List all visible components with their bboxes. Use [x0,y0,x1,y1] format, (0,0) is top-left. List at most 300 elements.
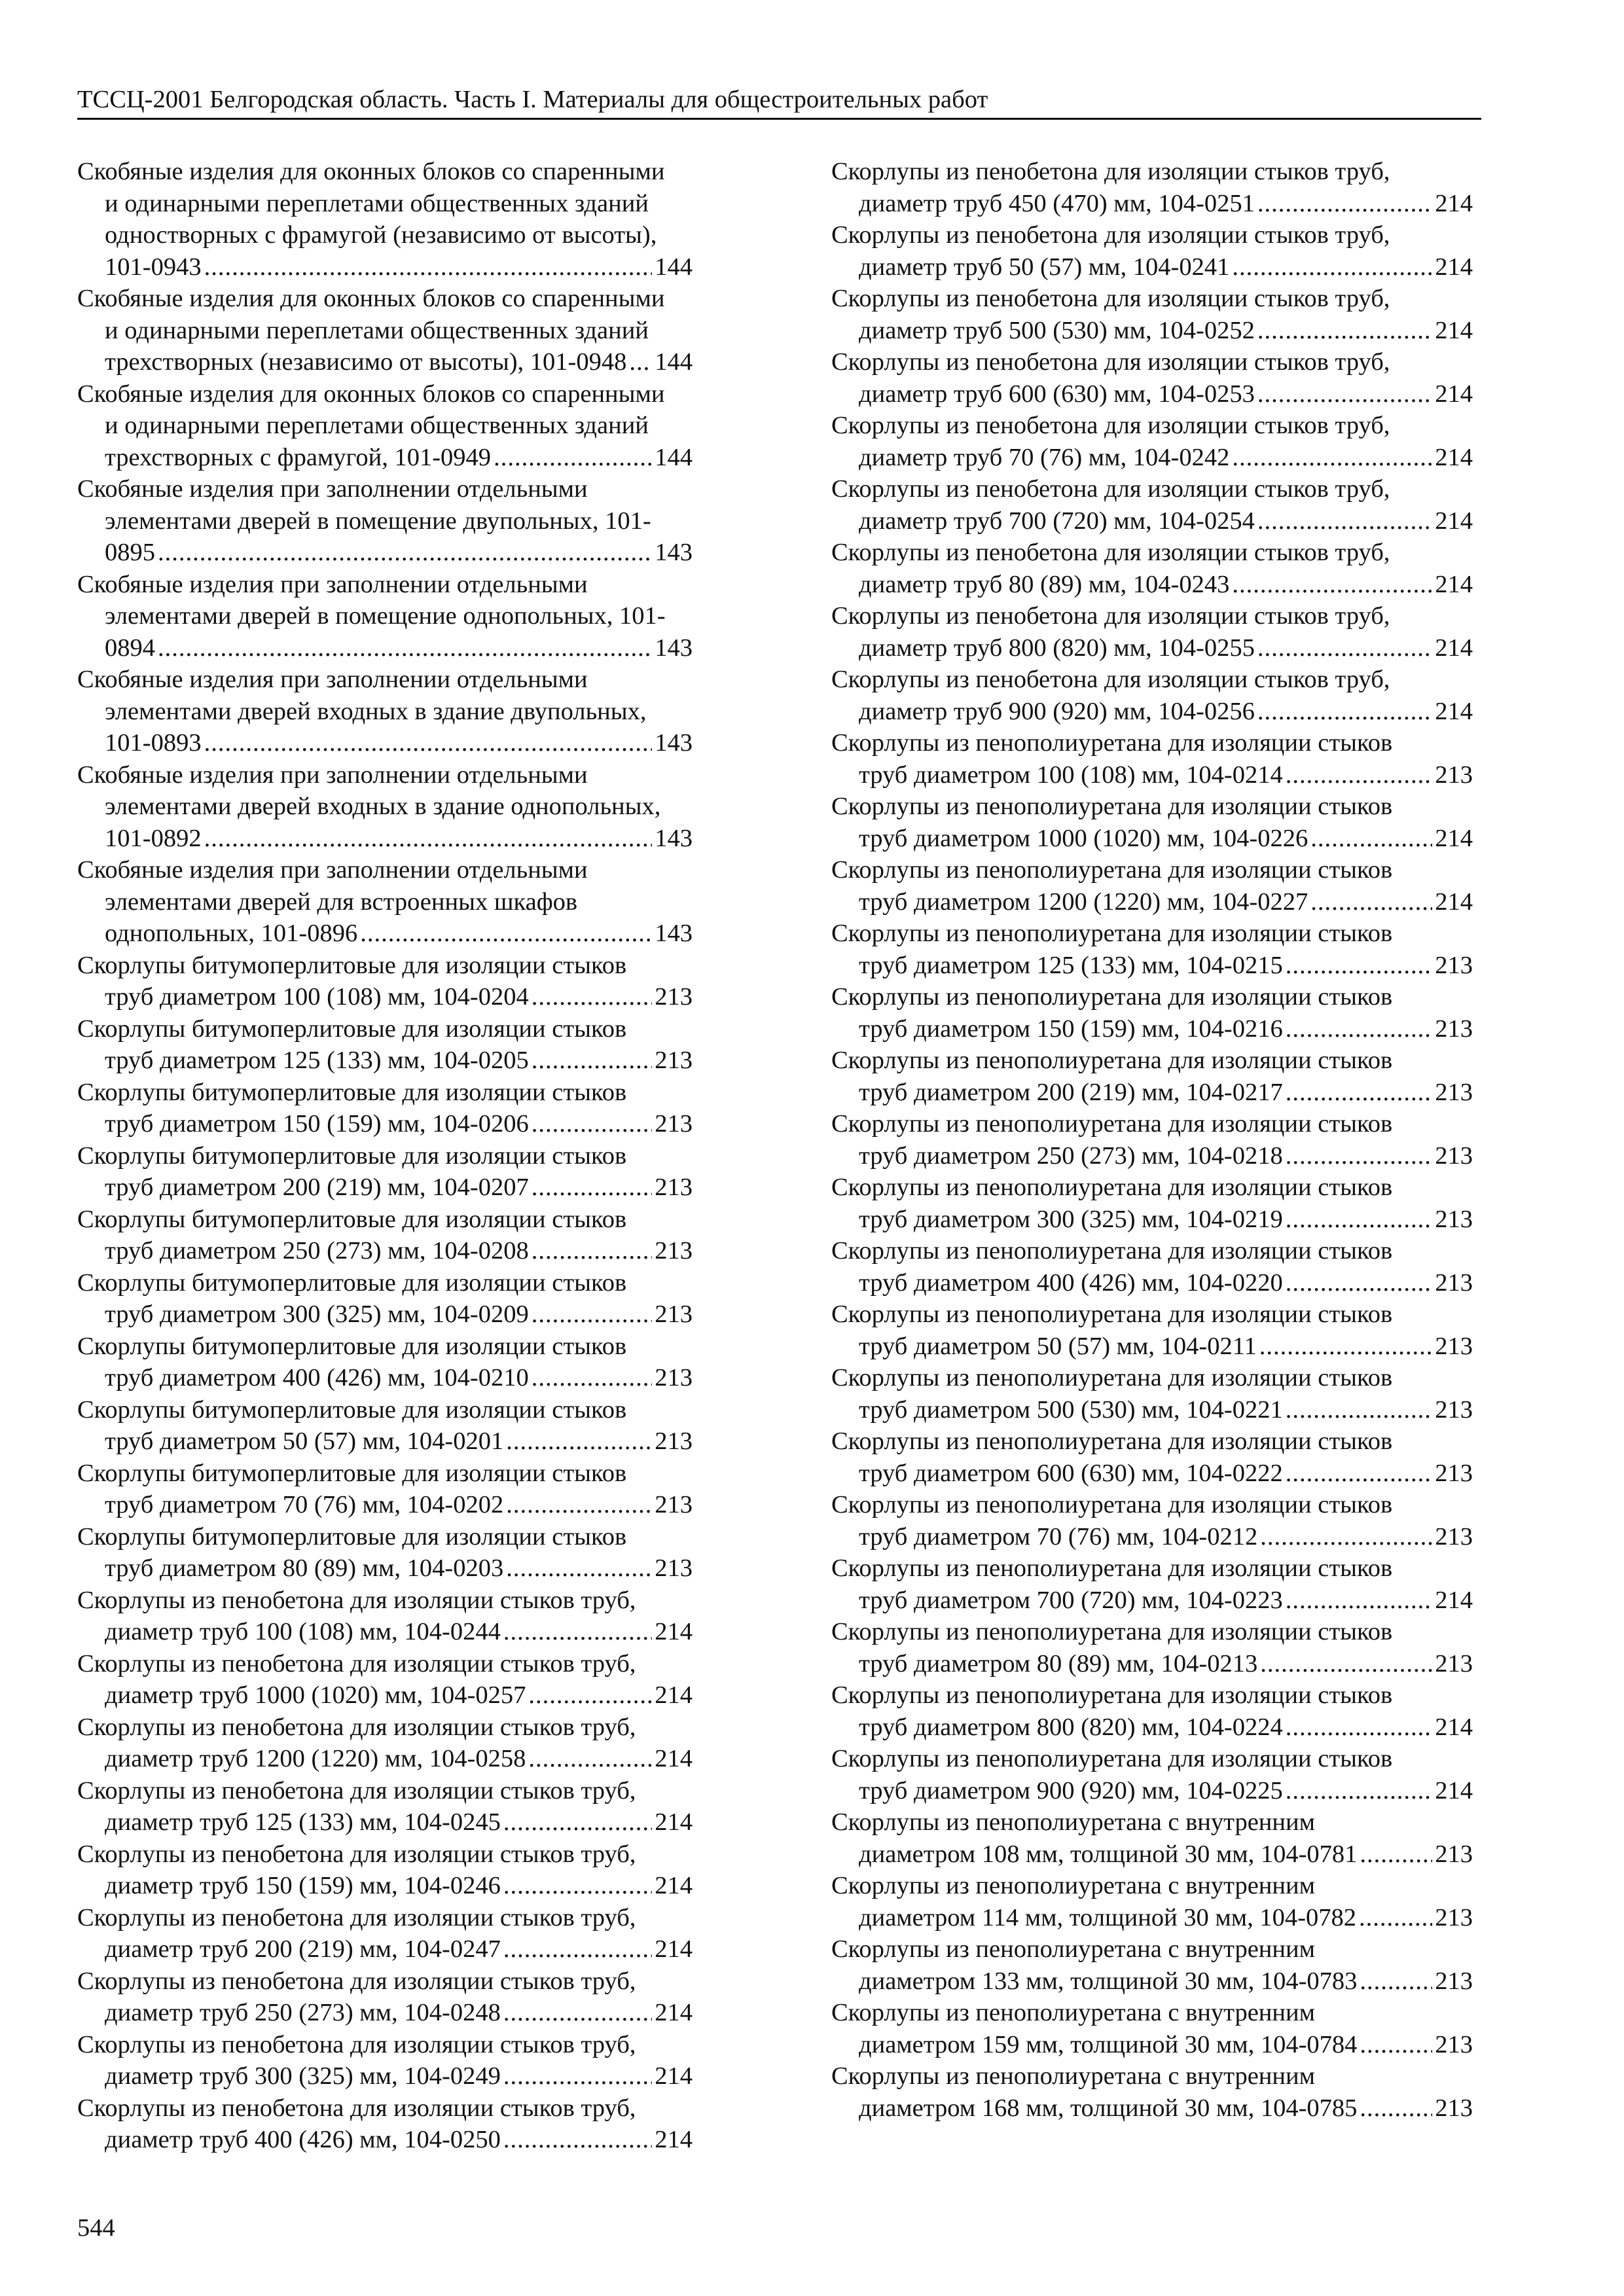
index-entry-last-line [77,981,693,1013]
dot-leader [204,727,653,759]
index-entry [77,378,693,474]
index-entry-text: 101-0893 [105,729,202,757]
index-entry-text: диаметр труб 1000 (1020) мм, 104-0257 [105,1681,526,1709]
index-entry-last-line [831,1712,1473,1744]
index-entry-line: Скорлупы из пенополиуретана с внутренним [831,1808,1315,1836]
dot-leader [1286,1204,1433,1236]
index-entry [77,1077,693,1140]
dot-leader [204,823,653,855]
index-entry [77,1458,693,1521]
index-entry-line: Скорлупы из пенополиуретана для изоляции стыков [831,729,1393,757]
index-entry-line: элементами дверей входных в здание однопольных, [105,793,661,820]
index-entry [831,1679,1473,1743]
index-entry-text: 0894 [105,634,155,662]
index-column-left [77,156,693,2156]
index-entry-last-line [831,188,1473,220]
index-entry-page: 213 [655,983,693,1011]
dot-leader [1286,759,1433,791]
index-entry-line: и одинарными переплетами общественных зданий [105,412,649,439]
index-entry-text: диаметр труб 200 (219) мм, 104-0247 [105,1935,501,1963]
index-entry-text: труб диаметром 100 (108) мм, 104-0204 [105,983,529,1011]
index-entry-line: Скобяные изделия для оконных блоков со спаренными [77,158,665,185]
index-entry [77,950,693,1013]
index-entry [831,1806,1473,1870]
index-entry-line: элементами дверей в помещение однопольных, 101- [105,602,666,630]
index-entry-line: Скорлупы битумоперлитовые для изоляции стыков [77,1078,627,1106]
index-entry-line: Скобяные изделия при заполнении отдельными [77,570,588,598]
index-entry [831,1426,1473,1489]
index-entry-page: 143 [655,634,693,662]
dot-leader [1257,696,1432,728]
index-entry-page: 213 [1435,1141,1473,1170]
index-entry-text: труб диаметром 700 (720) мм, 104-0223 [859,1586,1283,1614]
index-entry-text: диаметр труб 900 (920) мм, 104-0256 [859,697,1255,725]
index-entry-page: 214 [1435,1776,1473,1804]
dot-leader [1259,1331,1432,1363]
index-entry-page: 214 [1435,1586,1473,1614]
index-entry-last-line [831,1902,1473,1934]
index-entry-last-line [831,251,1473,283]
index-entry [77,1394,693,1458]
index-entry-line: Скобяные изделия при заполнении отдельными [77,761,588,789]
index-entry [831,1045,1473,1108]
index-entry-line: Скорлупы из пенополиуретана для изоляции стыков [831,1174,1393,1201]
index-entry-line: Скорлупы из пенобетона для изоляции стыков труб, [77,1840,636,1868]
index-entry-line: Скорлупы из пенополиуретана для изоляции стыков [831,856,1393,884]
dot-leader [528,1743,652,1775]
index-entry-text: труб диаметром 200 (219) мм, 104-0207 [105,1174,529,1201]
index-entry-page: 214 [655,1681,693,1709]
index-entry-last-line [77,727,693,759]
index-entry [831,918,1473,981]
index-entry-last-line [831,1077,1473,1109]
index-entry [77,854,693,950]
index-entry-text: труб диаметром 250 (273) мм, 104-0218 [859,1141,1283,1170]
index-entry [831,283,1473,346]
dot-leader [1360,1965,1432,1998]
index-entry-last-line [831,696,1473,728]
index-entry-last-line [77,1870,693,1902]
index-entry-last-line [831,505,1473,537]
index-entry-page: 213 [1435,1268,1473,1297]
dot-leader [1286,1712,1433,1744]
index-entry-last-line [831,1775,1473,1807]
index-entry [77,473,693,569]
index-entry [831,156,1473,219]
dot-leader [532,1235,653,1267]
index-entry-line: Скорлупы из пенополиуретана для изоляции стыков [831,1300,1393,1328]
index-entry-text: диаметр труб 70 (76) мм, 104-0242 [859,443,1230,471]
index-entry-text: труб диаметром 125 (133) мм, 104-0215 [859,951,1283,979]
index-entry-line: Скорлупы из пенополиуретана для изоляции стыков [831,793,1393,820]
dot-leader [1310,823,1432,855]
index-entry-line: Скорлупы из пенополиуретана для изоляции стыков [831,983,1393,1011]
index-entry-line: Скорлупы из пенобетона для изоляции стыков труб, [831,285,1390,312]
index-entry-page: 214 [655,2062,693,2090]
index-entry [77,1013,693,1077]
dot-leader [1286,1458,1433,1490]
dot-leader [532,1108,653,1140]
dot-leader [158,632,652,664]
index-entry-last-line [831,442,1473,474]
index-entry-page: 144 [655,348,693,376]
index-entry-last-line [77,1299,693,1331]
dot-leader [1286,1775,1433,1807]
index-entry [831,1552,1473,1616]
index-entry-page: 144 [655,253,693,281]
index-entry-page: 213 [1435,1332,1473,1360]
index-entry-text: труб диаметром 600 (630) мм, 104-0222 [859,1459,1283,1487]
index-entry-last-line [831,315,1473,347]
index-entry-line: Скорлупы из пенобетона для изоляции стыков труб, [77,1776,636,1804]
index-entry-line: Скорлупы из пенополиуретана для изоляции стыков [831,1681,1393,1709]
index-entry [77,1267,693,1331]
index-entry-page: 213 [1435,1840,1473,1868]
index-entry [831,981,1473,1045]
dot-leader [1286,1077,1433,1109]
index-entry-last-line [831,1521,1473,1553]
index-entry-last-line [77,537,693,569]
dot-leader [629,346,652,378]
index-entry-page: 214 [1435,316,1473,344]
index-entry-text: труб диаметром 250 (273) мм, 104-0208 [105,1237,529,1265]
index-entry-line: одностворных с фрамугой (независимо от высоты), [105,221,657,249]
index-entry-line: Скорлупы из пенополиуретана для изоляции стыков [831,1110,1393,1138]
index-entry-page: 213 [655,1047,693,1074]
index-entry-page: 214 [655,1745,693,1772]
index-column-right [831,156,1473,2124]
index-entry [77,759,693,855]
index-entry-line: Скорлупы битумоперлитовые для изоляции стыков [77,1141,627,1170]
index-entry-line: Скорлупы из пенобетона для изоляции стыков труб, [831,412,1390,439]
index-entry-page: 213 [655,1554,693,1582]
index-entry-line: Скорлупы из пенобетона для изоляции стыков труб, [77,1967,636,1995]
index-entry-line: Скорлупы из пенополиуретана с внутренним [831,1872,1315,1899]
index-entry-text: труб диаметром 500 (530) мм, 104-0221 [859,1395,1283,1424]
index-entry-page: 214 [1435,380,1473,408]
index-entry-line: Скорлупы из пенополиуретана для изоляции стыков [831,1745,1393,1772]
index-entry-last-line [77,1489,693,1521]
index-entry-page: 143 [655,729,693,757]
index-entry-last-line [831,1585,1473,1617]
index-entry-page: 143 [655,824,693,852]
index-entry-page: 214 [1435,253,1473,281]
index-entry-text: труб диаметром 50 (57) мм, 104-0201 [105,1427,504,1455]
index-entry [831,1997,1473,2060]
index-entry-text: диаметр труб 300 (325) мм, 104-0249 [105,2062,501,2090]
dot-leader [503,1997,652,2029]
index-entry-page: 213 [1435,1395,1473,1424]
dot-leader [503,1616,652,1648]
index-entry-last-line [831,1394,1473,1426]
index-entry-line: Скорлупы из пенобетона для изоляции стыков труб, [77,2030,636,2058]
index-entry-line: Скорлупы из пенобетона для изоляции стыков труб, [831,348,1390,376]
index-entry-page: 214 [1435,697,1473,725]
index-entry-page: 213 [1435,1459,1473,1487]
index-entry-last-line [831,632,1473,664]
dot-leader [1310,886,1432,918]
index-entry-line: элементами дверей входных в здание двупольных, [105,697,647,725]
index-entry [77,1902,693,1965]
index-entry [831,600,1473,664]
index-entry-text: диаметр труб 80 (89) мм, 104-0243 [859,570,1230,598]
index-entry-line: Скорлупы из пенополиуретана для изоляции стыков [831,1364,1393,1391]
index-entry-page: 214 [1435,507,1473,535]
index-entry [77,2092,693,2156]
index-entry-line: Скорлупы из пенобетона для изоляции стыков труб, [831,666,1390,693]
index-entry-last-line [77,346,693,378]
index-entry-page: 213 [655,1427,693,1455]
index-entry-line: Скорлупы из пенополиуретана для изоляции стыков [831,1554,1393,1582]
dot-leader [1286,1394,1433,1426]
index-entry-text: диаметром 159 мм, толщиной 30 мм, 104-0784 [859,2030,1358,2058]
index-entry [831,473,1473,537]
index-entry-last-line [831,823,1473,855]
index-entry-text: трехстворных (независимо от высоты), 101-0948 [105,348,627,376]
index-entry-text: диаметром 114 мм, толщиной 30 мм, 104-0782 [859,1903,1356,1931]
index-entry [831,664,1473,727]
index-entry-last-line [831,886,1473,918]
index-entry-last-line [831,1839,1473,1871]
index-entry-line: Скорлупы битумоперлитовые для изоляции стыков [77,1332,627,1360]
index-entry-text: труб диаметром 1000 (1020) мм, 104-0226 [859,824,1308,852]
index-entry-text: труб диаметром 200 (219) мм, 104-0217 [859,1078,1283,1106]
index-entry-last-line [77,823,693,855]
index-entry-text: диаметр труб 150 (159) мм, 104-0246 [105,1872,501,1899]
index-entry [831,854,1473,918]
index-entry-text: труб диаметром 70 (76) мм, 104-0212 [859,1522,1258,1551]
dot-leader [1286,1267,1433,1299]
dot-leader [1360,1839,1432,1871]
dot-leader [1286,1585,1433,1617]
index-entry-last-line [77,1108,693,1140]
index-entry-page: 213 [655,1110,693,1138]
index-entry-last-line [831,1204,1473,1236]
index-entry-text: труб диаметром 80 (89) мм, 104-0203 [105,1554,504,1582]
index-entry-text: диаметр труб 500 (530) мм, 104-0252 [859,316,1255,344]
index-entry-line: Скорлупы из пенобетона для изоляции стыков труб, [77,2094,636,2122]
index-entry-line: Скорлупы из пенополиуретана для изоляции стыков [831,1047,1393,1074]
index-entry-text: труб диаметром 150 (159) мм, 104-0216 [859,1014,1283,1043]
index-entry-page: 213 [1435,1649,1473,1677]
index-entry-text: диаметром 108 мм, толщиной 30 мм, 104-0781 [859,1840,1358,1868]
index-entry-line: Скорлупы битумоперлитовые для изоляции стыков [77,1522,627,1551]
index-entry-page: 213 [1435,1903,1473,1931]
index-entry-page: 213 [1435,1522,1473,1551]
index-entry-line: Скорлупы из пенобетона для изоляции стыков труб, [77,1649,636,1677]
dot-leader [532,981,653,1013]
index-entry-last-line [77,1997,693,2029]
index-entry [77,1839,693,1902]
dot-leader [506,1552,652,1585]
index-entry-last-line [77,1426,693,1458]
index-entry-line: Скорлупы битумоперлитовые для изоляции стыков [77,1014,627,1043]
index-entry-last-line [831,759,1473,791]
index-entry-text: труб диаметром 900 (920) мм, 104-0225 [859,1776,1283,1804]
dot-leader [494,442,652,474]
index-entry-text: труб диаметром 125 (133) мм, 104-0205 [105,1047,529,1074]
index-entry-line: Скорлупы из пенобетона для изоляции стыков труб, [77,1713,636,1741]
index-entry-page: 213 [655,1174,693,1201]
index-entry-text: труб диаметром 300 (325) мм, 104-0219 [859,1205,1283,1233]
dot-leader [532,1045,653,1077]
dot-leader [1360,2029,1432,2061]
dot-leader [503,2060,652,2092]
index-entry-line: и одинарными переплетами общественных зданий [105,189,649,217]
index-entry-last-line [831,2029,1473,2061]
dot-leader [1232,251,1432,283]
index-entry-line: Скорлупы битумоперлитовые для изоляции стыков [77,1205,627,1233]
dot-leader [528,1679,652,1712]
dot-leader [1359,1902,1432,1934]
index-entry-last-line [831,569,1473,601]
index-entry-page: 213 [1435,2094,1473,2122]
index-entry-text: диаметр труб 400 (426) мм, 104-0250 [105,2126,501,2153]
index-entry-line: элементами дверей для встроенных шкафов [105,888,578,916]
dot-leader [503,2124,652,2156]
index-entry-line: элементами дверей в помещение двупольных, 101- [105,507,651,535]
dot-leader [1257,505,1432,537]
dot-leader [1257,378,1432,410]
index-entry-line: Скобяные изделия для оконных блоков со спаренными [77,380,665,408]
index-entry-page: 213 [655,1491,693,1518]
index-entry-page: 213 [1435,761,1473,789]
index-entry-text: диаметр труб 125 (133) мм, 104-0245 [105,1808,501,1836]
index-entry-last-line [831,1965,1473,1998]
index-entry [77,2029,693,2092]
index-entry [831,1299,1473,1362]
dot-leader [532,1172,653,1204]
index-entry-line: Скобяные изделия для оконных блоков со спаренными [77,285,665,312]
index-entry-page: 213 [1435,951,1473,979]
index-entry [831,1616,1473,1679]
index-entry [77,1775,693,1839]
dot-leader [506,1426,652,1458]
dot-leader [1257,632,1432,664]
index-entry-text: диаметр труб 1200 (1220) мм, 104-0258 [105,1745,526,1772]
index-entry-last-line [831,2092,1473,2125]
dot-leader [1286,1140,1433,1172]
index-entry-line: Скорлупы из пенополиуретана для изоляции стыков [831,1491,1393,1518]
index-entry [831,2060,1473,2124]
index-entry-text: труб диаметром 80 (89) мм, 104-0213 [859,1649,1258,1677]
index-entry-last-line [77,1806,693,1839]
index-entry [831,1172,1473,1235]
dot-leader [1257,315,1432,347]
index-entry-text: 0895 [105,539,155,566]
index-entry-text: диаметр труб 50 (57) мм, 104-0241 [859,253,1230,281]
dot-leader [503,1870,652,1902]
index-entry-text: диаметр труб 100 (108) мм, 104-0244 [105,1618,501,1645]
index-entry-line: Скорлупы битумоперлитовые для изоляции стыков [77,1395,627,1424]
index-entry [77,569,693,664]
index-entry [831,1235,1473,1299]
index-entry-page: 214 [1435,824,1473,852]
index-entry-page: 214 [1435,634,1473,662]
dot-leader [1286,950,1433,982]
index-entry-last-line [77,1172,693,1204]
index-entry-last-line [77,1552,693,1585]
index-entry-last-line [831,1331,1473,1363]
index-entry-last-line [77,1235,693,1267]
dot-leader [1260,1648,1432,1680]
index-entry-line: Скорлупы битумоперлитовые для изоляции стыков [77,1459,627,1487]
index-entry-last-line [77,1045,693,1077]
index-entry-line: Скобяные изделия при заполнении отдельными [77,856,588,884]
dot-leader [1360,2092,1432,2125]
index-entry-text: диаметр труб 600 (630) мм, 104-0253 [859,380,1255,408]
index-entry [831,219,1473,283]
index-entry [831,1489,1473,1552]
index-entry [77,1204,693,1267]
index-entry-last-line [77,1933,693,1965]
index-entry [831,537,1473,600]
index-entry-last-line [77,251,693,283]
index-entry-text: труб диаметром 70 (76) мм, 104-0202 [105,1491,504,1518]
index-entry-text: труб диаметром 1200 (1220) мм, 104-0227 [859,888,1308,916]
index-entry-text: труб диаметром 400 (426) мм, 104-0210 [105,1364,529,1391]
index-entry-page: 214 [655,2126,693,2153]
dot-leader [503,1806,652,1839]
index-entry-last-line [77,1679,693,1712]
index-entry-page: 144 [655,443,693,471]
index-entry-text: диаметр труб 250 (273) мм, 104-0248 [105,1999,501,2026]
dot-leader [1257,188,1432,220]
index-entry-page: 214 [655,1808,693,1836]
dot-leader [1232,569,1432,601]
index-entry-line: Скорлупы из пенобетона для изоляции стыков труб, [831,158,1390,185]
index-entry [831,791,1473,854]
index-entry-text: 101-0943 [105,253,202,281]
index-entry [77,1712,693,1775]
dot-leader [158,537,652,569]
index-entry-text: труб диаметром 100 (108) мм, 104-0214 [859,761,1283,789]
index-entry-text: диаметр труб 450 (470) мм, 104-0251 [859,189,1255,217]
index-entry [77,664,693,759]
running-header: ТССЦ-2001 Белгородская область. Часть I. Материалы для общестроительных работ [77,84,1481,120]
index-entry-line: Скорлупы из пенобетона для изоляции стыков труб, [77,1903,636,1931]
index-entry-page: 214 [1435,1713,1473,1741]
index-entry-page: 214 [655,1872,693,1899]
index-entry-line: Скорлупы из пенобетона для изоляции стыков труб, [831,602,1390,630]
index-entry-page: 214 [1435,570,1473,598]
index-entry-last-line [77,2124,693,2156]
index-entry-text: труб диаметром 800 (820) мм, 104-0224 [859,1713,1283,1741]
index-entry-page: 213 [1435,1205,1473,1233]
index-entry [831,410,1473,473]
index-entry-line: Скорлупы из пенополиуретана для изоляции стыков [831,1237,1393,1265]
index-entry-line: Скорлупы из пенобетона для изоляции стыков труб, [77,1586,636,1614]
index-entry-text: труб диаметром 300 (325) мм, 104-0209 [105,1300,529,1328]
index-entry-text: однопольных, 101-0896 [105,920,358,947]
dot-leader [503,1933,652,1965]
index-entry-line: Скорлупы из пенополиуретана с внутренним [831,2062,1315,2090]
index-entry [77,1585,693,1648]
index-entry-page: 213 [1435,1967,1473,1995]
index-entry-line: Скорлупы из пенополиуретана для изоляции стыков [831,920,1393,947]
index-entry-last-line [831,1458,1473,1490]
index-entry [77,1331,693,1394]
index-entry [831,1933,1473,1997]
dot-leader [204,251,653,283]
index-entry-text: диаметр труб 800 (820) мм, 104-0255 [859,634,1255,662]
index-entry-page: 214 [655,1935,693,1963]
index-entry-line: Скорлупы битумоперлитовые для изоляции стыков [77,1268,627,1297]
index-entry-line: Скобяные изделия при заполнении отдельными [77,475,588,503]
index-entry-page: 213 [1435,1014,1473,1043]
index-entry-line: Скорлупы из пенобетона для изоляции стыков труб, [831,539,1390,566]
index-entry-page: 213 [655,1237,693,1265]
